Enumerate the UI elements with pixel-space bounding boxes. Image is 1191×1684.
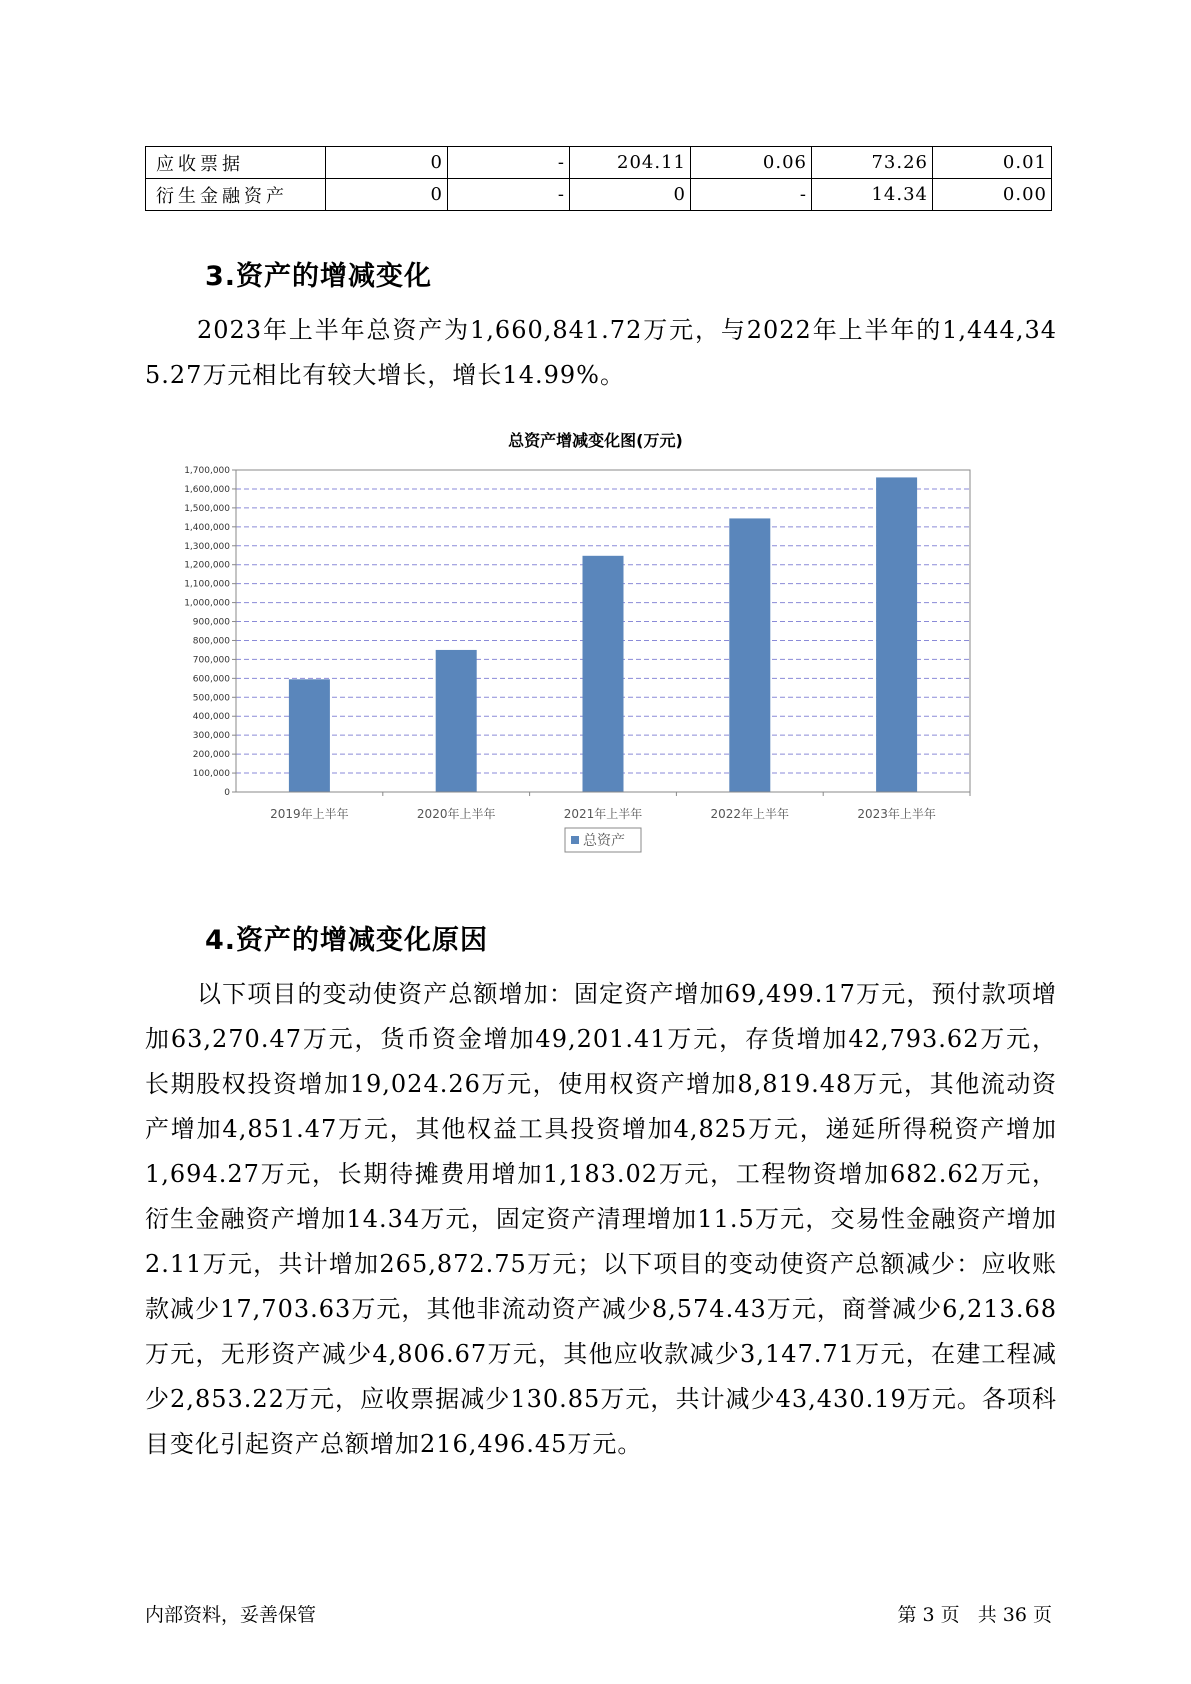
y-tick-label: 100,000 (192, 769, 230, 780)
section-3-paragraph: 2023年上半年总资产为1,660,841.72万元，与2022年上半年的1,444,345.27万元相比有较大增长，增长14.99%。 (145, 316, 1057, 389)
table-cell: 0 (570, 179, 691, 211)
footer-page-number: 第 3 页 共 36 页 (897, 1604, 1052, 1626)
y-tick-label: 1,500,000 (184, 503, 230, 514)
bar-2020年上半年 (436, 650, 477, 792)
table-cell: 204.11 (570, 147, 691, 179)
x-category-label: 2022年上半年 (710, 807, 790, 821)
y-tick-label: 1,700,000 (184, 466, 230, 476)
table-cell: 0.06 (691, 147, 812, 179)
y-tick-label: 600,000 (192, 674, 230, 685)
y-tick-label: 1,600,000 (184, 484, 230, 495)
y-tick-label: 1,200,000 (184, 560, 230, 571)
table-cell: - (691, 179, 812, 211)
table-cell: 0 (326, 179, 448, 211)
table-row (146, 147, 1052, 179)
y-tick-label: 1,100,000 (184, 579, 230, 590)
section-3-heading: 3.资产的增减变化 (205, 261, 433, 292)
y-tick-label: 700,000 (192, 655, 230, 666)
y-axis-ticks (184, 466, 236, 798)
x-axis-categories (270, 792, 970, 821)
x-category-label: 2020年上半年 (416, 807, 496, 821)
bar-2023年上半年 (876, 477, 917, 792)
y-tick-label: 500,000 (192, 693, 230, 704)
y-tick-label: 800,000 (192, 636, 230, 647)
chart-title: 总资产增减变化图(万元) (508, 431, 683, 450)
y-tick-label: 200,000 (192, 750, 230, 761)
legend-swatch (571, 836, 579, 844)
y-tick-label: 1,300,000 (184, 541, 230, 552)
table-cell: - (448, 179, 570, 211)
table-cell: 0 (326, 147, 448, 179)
row-item-name: 衍生金融资产 (146, 179, 326, 211)
chart-bars (289, 477, 917, 792)
y-tick-label: 1,000,000 (184, 598, 230, 609)
bar-2022年上半年 (729, 518, 770, 792)
table-cell: 14.34 (812, 179, 933, 211)
table-row (146, 179, 1052, 211)
section-4-paragraph: 以下项目的变动使资产总额增加：固定资产增加69,499.17万元，预付款项增加63,270.47万元，货币资金增加49,201.41万元，存货增加42,793.62万元，长期股权投资增加19,024.26万元，使用权资产增加8,819.48万元，其他流动资产增加4,851.47万元，其他权益工具投资增加4,825万元，递延所得税资产增加1,694.27万元，长期待摊费用增加1,183.02万元，工程物资增加682.62万元，衍生金融资产增加14.34万元，固定资产清理增加11.5万元，交易性金融资产增加2.11万元，共计增加265,872.75万元；以下项目的变动使资产总额减少：应收账款减少17,703.63万元，其他非流动资产减少8,574.43万元，商誉减少6,213.68万元，无形资产减少4,806.67万元，其他应收款减少3,147.71万元，在建工程减少2,853.22万元，应收票据减少130.85万元，共计减少43,430.19万元。各项科目变化引起资产总额增加216,496.45万元。 (145, 980, 1057, 1458)
total-assets-bar-chart (140, 460, 1020, 880)
table-cell: - (448, 147, 570, 179)
table-cell: 73.26 (812, 147, 933, 179)
bar-2019年上半年 (289, 679, 330, 792)
legend-label: 总资产 (583, 833, 625, 849)
y-tick-label: 400,000 (192, 712, 230, 723)
y-tick-label: 900,000 (192, 617, 230, 628)
bar-2021年上半年 (583, 556, 624, 792)
y-tick-label: 300,000 (192, 731, 230, 742)
x-category-label: 2021年上半年 (563, 807, 643, 821)
asset-table-fragment (145, 146, 1052, 211)
section-4-heading: 4.资产的增减变化原因 (205, 925, 489, 956)
x-category-label: 2019年上半年 (270, 807, 349, 821)
table-cell: 0.01 (933, 147, 1052, 179)
table-cell: 0.00 (933, 179, 1052, 211)
x-category-label: 2023年上半年 (857, 807, 936, 821)
y-tick-label: 0 (224, 788, 230, 798)
footer-confidential-note: 内部资料，妥善保管 (145, 1604, 317, 1626)
y-tick-label: 1,400,000 (184, 522, 230, 533)
row-item-name: 应收票据 (146, 147, 326, 179)
chart-legend (565, 828, 641, 852)
